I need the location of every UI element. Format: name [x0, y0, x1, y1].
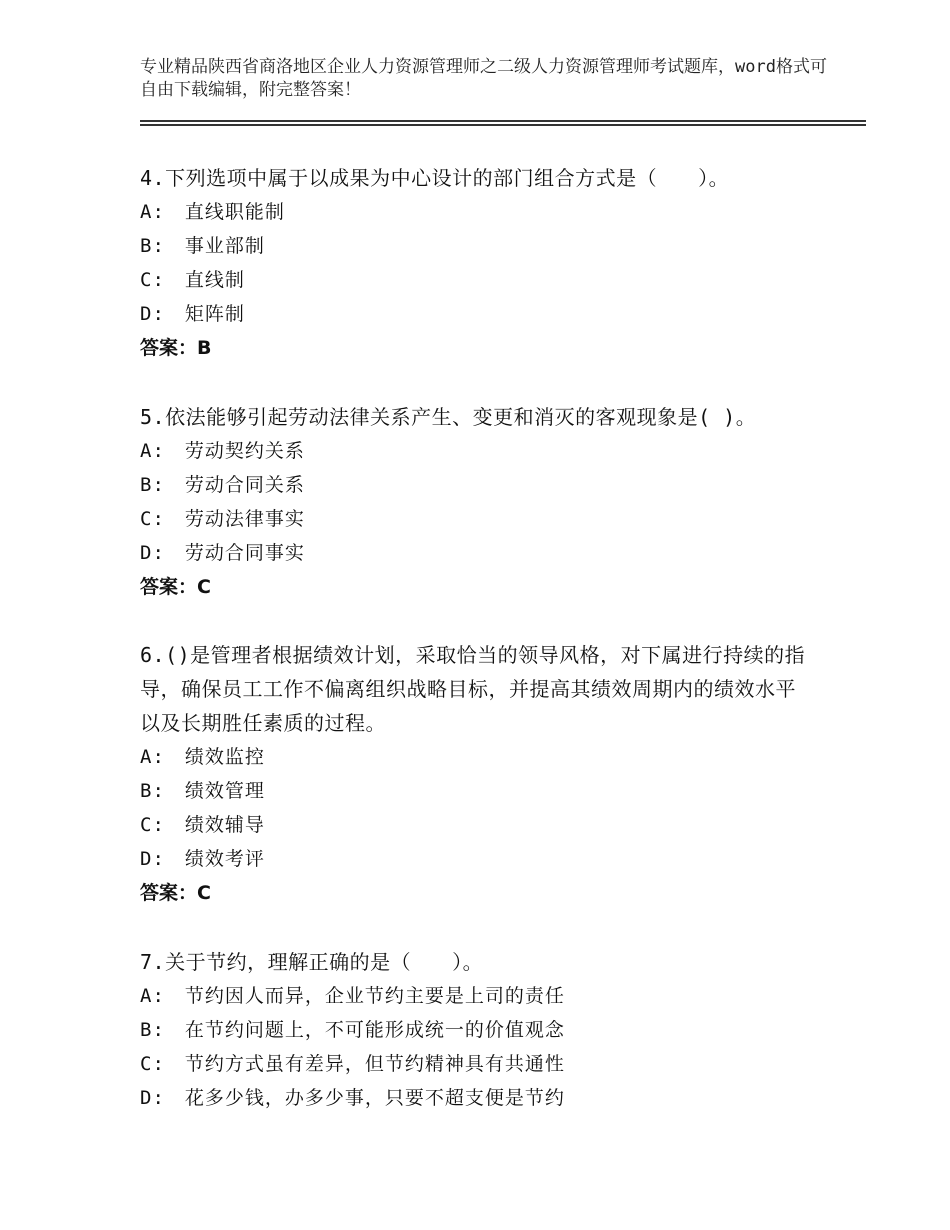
- option-c: C: 直线制: [140, 269, 245, 291]
- question-text: 6.()是管理者根据绩效计划，采取恰当的领导风格，对下属进行持续的指导，确保员工工作不偏离组织战略目标，并提高其绩效周期内的绩效水平以及长期胜任素质的过程。: [140, 643, 806, 735]
- answer-label: 答案：B: [140, 337, 212, 359]
- option-a: A: 直线职能制: [140, 201, 285, 223]
- option-c: C: 劳动法律事实: [140, 508, 305, 530]
- question-4: [140, 161, 820, 365]
- document-header: 专业精品陕西省商洛地区企业人力资源管理师之二级人力资源管理师考试题库，word格式可自由下载编辑，附完整答案！: [140, 57, 827, 100]
- option-c: C: 绩效辅导: [140, 814, 265, 836]
- option-c: C: 节约方式虽有差异，但节约精神具有共通性: [140, 1053, 565, 1075]
- answer-label: 答案：C: [140, 576, 211, 598]
- option-b: B: 劳动合同关系: [140, 474, 305, 496]
- option-a: A: 节约因人而异，企业节约主要是上司的责任: [140, 985, 565, 1007]
- question-5: [140, 400, 820, 604]
- option-a: A: 劳动契约关系: [140, 440, 305, 462]
- question-text: 4.下列选项中属于以成果为中心设计的部门组合方式是（ ）。: [140, 166, 730, 190]
- question-6: [140, 638, 810, 910]
- option-a: A: 绩效监控: [140, 746, 265, 768]
- question-7: [140, 945, 820, 1115]
- header-divider-secondary: [140, 124, 866, 126]
- option-b: B: 绩效管理: [140, 780, 265, 802]
- option-d: D: 绩效考评: [140, 848, 265, 870]
- option-d: D: 劳动合同事实: [140, 542, 305, 564]
- question-text: 7.关于节约，理解正确的是（ ）。: [140, 950, 484, 974]
- question-text: 5.依法能够引起劳动法律关系产生、变更和消灭的客观现象是( )。: [140, 405, 757, 429]
- option-b: B: 在节约问题上，不可能形成统一的价值观念: [140, 1019, 565, 1041]
- option-b: B: 事业部制: [140, 235, 265, 257]
- header-divider: [140, 120, 866, 122]
- answer-label: 答案：C: [140, 882, 211, 904]
- option-d: D: 矩阵制: [140, 303, 245, 325]
- option-d: D: 花多少钱，办多少事，只要不超支便是节约: [140, 1087, 565, 1109]
